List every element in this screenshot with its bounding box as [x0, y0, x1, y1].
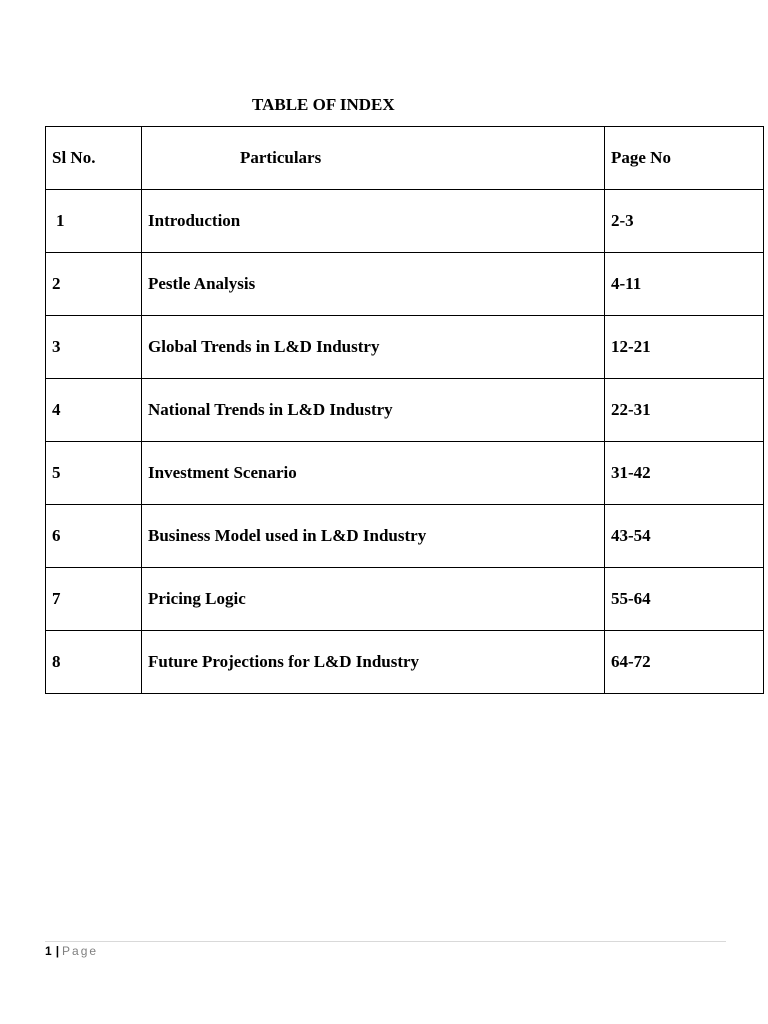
page-no-header: Page No [605, 127, 764, 190]
particulars-cell: Business Model used in L&D Industry [142, 505, 605, 568]
sl-no-cell: 7 [46, 568, 142, 631]
particulars-cell: Introduction [142, 190, 605, 253]
page-no-cell: 22-31 [605, 379, 764, 442]
particulars-cell: Pricing Logic [142, 568, 605, 631]
footer-page-label: Page [62, 944, 99, 958]
particulars-header: Particulars [142, 127, 605, 190]
sl-no-cell: 6 [46, 505, 142, 568]
particulars-cell: Global Trends in L&D Industry [142, 316, 605, 379]
table-row [46, 379, 764, 442]
table-row [46, 316, 764, 379]
page-no-cell: 12-21 [605, 316, 764, 379]
page-footer [45, 943, 98, 959]
index-table [45, 126, 764, 694]
sl-no-cell: 2 [46, 253, 142, 316]
page-no-cell: 4-11 [605, 253, 764, 316]
page-no-cell: 55-64 [605, 568, 764, 631]
page-title: TABLE OF INDEX [252, 95, 395, 114]
particulars-cell: Investment Scenario [142, 442, 605, 505]
table-row [46, 190, 764, 253]
table-row [46, 505, 764, 568]
sl-no-cell: 4 [46, 379, 142, 442]
table-row [46, 568, 764, 631]
sl-no-cell: 8 [46, 631, 142, 694]
particulars-cell: Future Projections for L&D Industry [142, 631, 605, 694]
footer-divider [45, 941, 726, 942]
table-row [46, 253, 764, 316]
sl-no-cell: 3 [46, 316, 142, 379]
particulars-cell: Pestle Analysis [142, 253, 605, 316]
table-row [46, 631, 764, 694]
table-row [46, 442, 764, 505]
particulars-cell: National Trends in L&D Industry [142, 379, 605, 442]
footer-separator: | [55, 944, 60, 958]
footer-page-number: 1 [45, 944, 52, 958]
sl-no-header: Sl No. [46, 127, 142, 190]
page-no-cell: 64-72 [605, 631, 764, 694]
table-header-row [46, 127, 764, 190]
sl-no-cell: 5 [46, 442, 142, 505]
sl-no-cell: 1 [46, 190, 142, 253]
page-no-cell: 43-54 [605, 505, 764, 568]
page-no-cell: 31-42 [605, 442, 764, 505]
page-no-cell: 2-3 [605, 190, 764, 253]
